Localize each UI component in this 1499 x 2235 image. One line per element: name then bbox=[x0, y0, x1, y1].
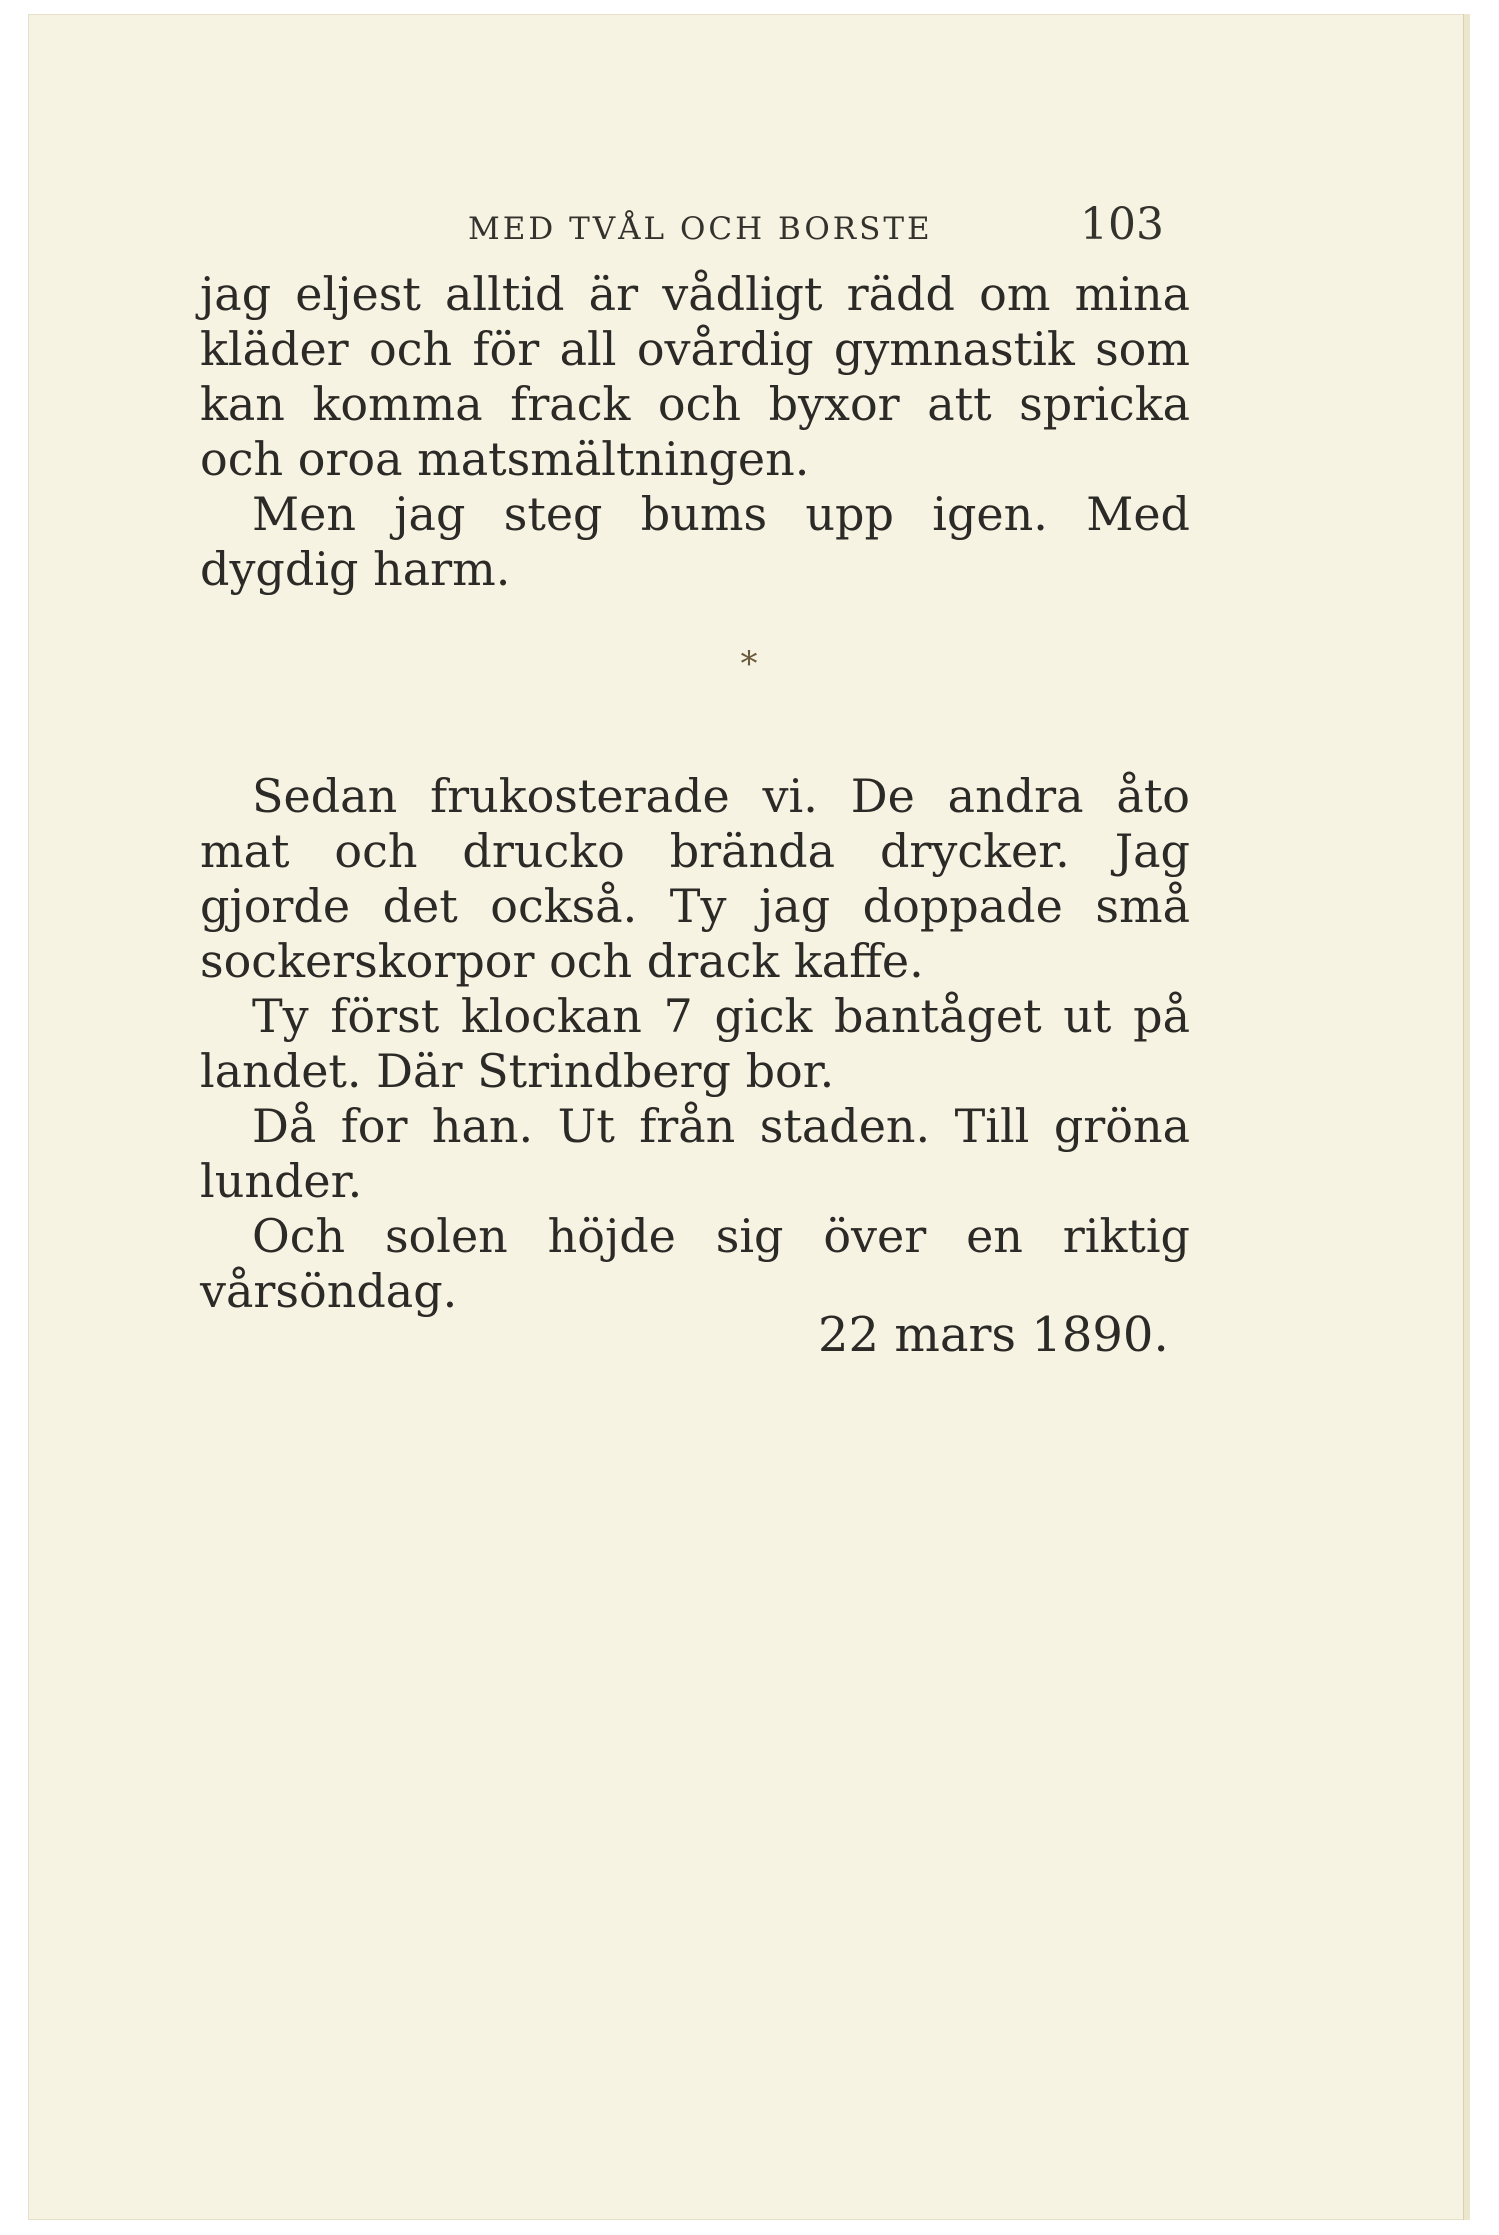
dateline: 22 mars 1890. bbox=[818, 1307, 1169, 1363]
page-number: 103 bbox=[1080, 199, 1164, 250]
paragraph: Men jag steg bums upp igen. Med dygdig harm. bbox=[200, 487, 1190, 596]
paragraph: Ty först klockan 7 gick bantåget ut på landet. Där Strindberg bor. bbox=[200, 989, 1190, 1098]
body-text-section-1 bbox=[200, 267, 1190, 597]
running-title: MED TVÅL OCH BORSTE bbox=[468, 211, 933, 247]
section-break-ornament: * bbox=[740, 644, 758, 684]
running-head bbox=[28, 199, 1470, 249]
paragraph: Och solen höjde sig över en riktig vårsöndag. bbox=[200, 1209, 1190, 1318]
paragraph: jag eljest alltid är vådligt rädd om mina kläder och för all ovårdig gymnastik som kan komma frack och byxor att spricka och oroa matsmältningen. bbox=[200, 267, 1190, 486]
paragraph: Sedan frukosterade vi. De andra åto mat och drucko brända drycker. Jag gjorde det också. Ty jag doppade små sockerskorpor och drack kaffe. bbox=[200, 769, 1190, 988]
book-page bbox=[28, 14, 1470, 2220]
paragraph: Då for han. Ut från staden. Till gröna lunder. bbox=[200, 1099, 1190, 1208]
body-text-section-2 bbox=[200, 769, 1190, 1319]
page-edge bbox=[1463, 14, 1470, 2220]
